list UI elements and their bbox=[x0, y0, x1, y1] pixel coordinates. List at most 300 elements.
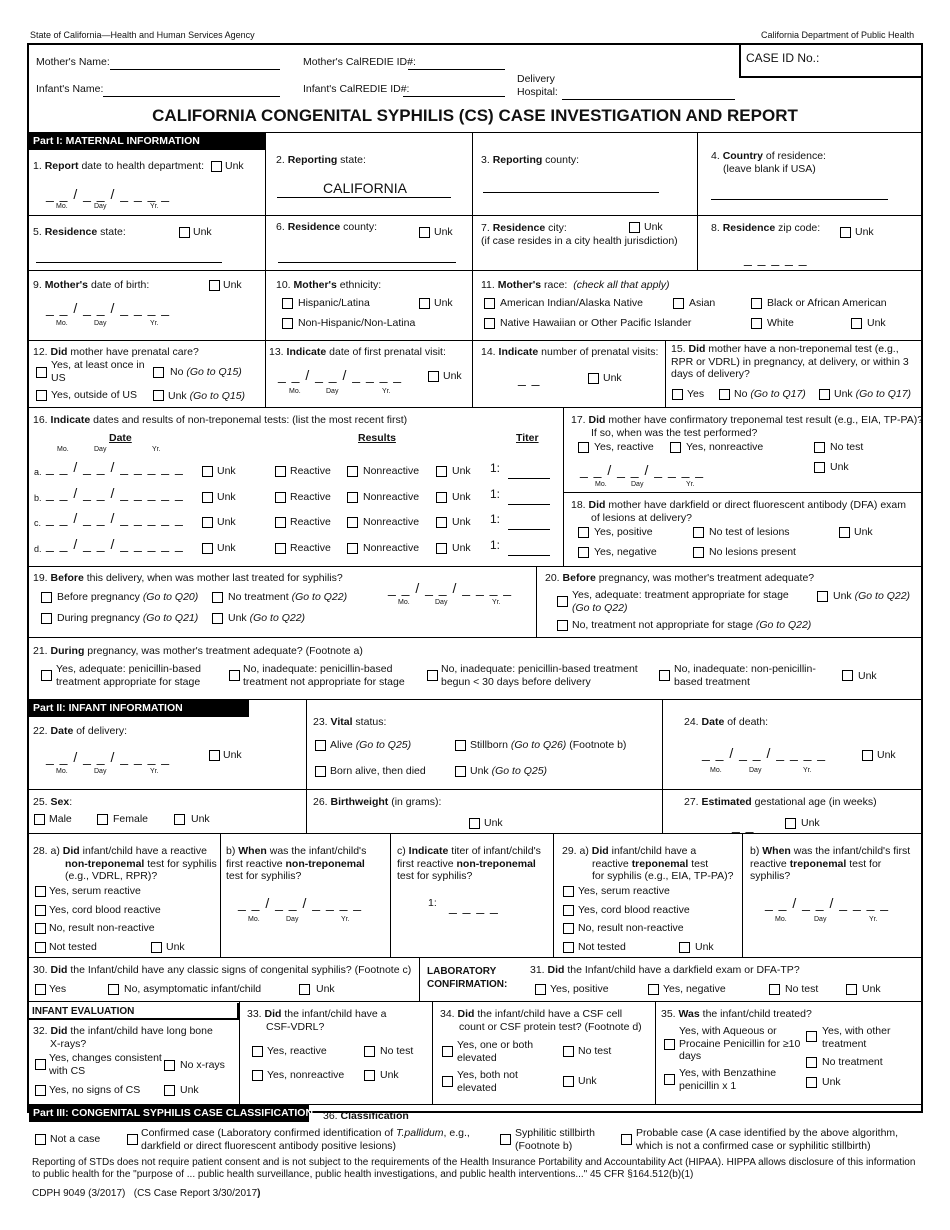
q16-b-nonreactive-checkbox[interactable] bbox=[347, 492, 358, 503]
q29b-yr-caption: Yr. bbox=[869, 916, 878, 923]
footer-notice: Reporting of STDs does not require patient consent and is not subject to the requirements of the Health Insurance Portability and Accountability Act (HIPAA). HIPPA allows disclosure of this information to public health for the "purpose of ... public health surveillance, public health investigations, and public health interventions..." 45 CFR §164.512(b)(1) bbox=[32, 1157, 916, 1180]
q17-yes-reactive-label: Yes, reactive bbox=[594, 441, 654, 453]
q22-mo-caption: Mo. bbox=[56, 768, 68, 775]
delivery-label: Delivery bbox=[517, 73, 555, 85]
q22-unk-label: Unk bbox=[223, 749, 242, 761]
q25-female-label: Female bbox=[113, 813, 149, 825]
q18-no-lesions-label: No lesions present bbox=[709, 546, 796, 558]
q29a-label: 29. a) Did infant/child have a reactive treponemal test for syphilis (e.g., EIA, TP-PA)? bbox=[562, 845, 734, 882]
q5-unk-label: Unk bbox=[193, 226, 212, 238]
q19-no-treatment-checkbox[interactable] bbox=[212, 592, 223, 603]
q22-date-field[interactable]: _ _ / _ _ / _ _ _ _ bbox=[46, 749, 171, 765]
q18-no-lesions-checkbox[interactable] bbox=[693, 547, 704, 558]
q8-unk-checkbox[interactable] bbox=[840, 227, 851, 238]
q17-yes-reactive-checkbox[interactable] bbox=[578, 442, 589, 453]
q7-note: (if case resides in a city health jurisdiction) bbox=[481, 235, 678, 247]
q16-c-date-unk-checkbox[interactable] bbox=[202, 517, 213, 528]
q9-date-field[interactable]: _ _ / _ _ / _ _ _ _ bbox=[46, 300, 171, 316]
case-id-label: CASE ID No.: bbox=[746, 51, 820, 65]
q16-d-unk-label: Unk bbox=[452, 542, 471, 554]
q19-unk-checkbox[interactable] bbox=[212, 613, 223, 624]
delivery-hospital-field[interactable] bbox=[562, 99, 735, 100]
q16-b-unk-checkbox[interactable] bbox=[436, 492, 447, 503]
q7-unk-label: Unk bbox=[644, 221, 663, 233]
q9-unk-checkbox[interactable] bbox=[209, 280, 220, 291]
q34-label-2: count or CSF protein test? (Footnote d) bbox=[459, 1021, 642, 1033]
q10-nonhispanic-label: Non-Hispanic/Non-Latina bbox=[298, 317, 416, 329]
q18-no-test-label: No test of lesions bbox=[709, 526, 790, 538]
q35-other-checkbox[interactable] bbox=[806, 1031, 817, 1042]
q21-label: 21. During pregnancy, was mother's treatment adequate? (Footnote a) bbox=[33, 645, 363, 657]
q30-no-checkbox[interactable] bbox=[108, 984, 119, 995]
infants-name-field[interactable] bbox=[103, 96, 280, 97]
q13-date-field[interactable]: _ _ / _ _ / _ _ _ _ bbox=[278, 367, 403, 383]
q12-label: 12. Did mother have prenatal care? bbox=[33, 346, 199, 358]
q16-b-date-unk-label: Unk bbox=[217, 491, 236, 503]
q32-yes-changes-checkbox[interactable] bbox=[35, 1059, 46, 1070]
q16-a-date-unk-label: Unk bbox=[217, 465, 236, 477]
lab-confirmation-label-2: CONFIRMATION: bbox=[427, 979, 508, 990]
q27-unk-checkbox[interactable] bbox=[785, 818, 796, 829]
q36-confirmed-checkbox[interactable] bbox=[127, 1134, 138, 1145]
q6-unk-checkbox[interactable] bbox=[419, 227, 430, 238]
q36-confirmed-label: Confirmed case (Laboratory confirmed identification of T.pallidum, e.g., darkfield or direct fluorescent antibody positive lesions) bbox=[141, 1127, 470, 1152]
q16-day-caption: Day bbox=[94, 446, 107, 453]
q23-stillborn-checkbox[interactable] bbox=[455, 740, 466, 751]
q35-label: 35. Was the infant/child treated? bbox=[661, 1008, 812, 1020]
q33-nonreactive-checkbox[interactable] bbox=[252, 1070, 263, 1081]
q16-d-reactive-checkbox[interactable] bbox=[275, 543, 286, 554]
q16-d-nonreactive-checkbox[interactable] bbox=[347, 543, 358, 554]
q16-row-label: a. bbox=[34, 467, 42, 477]
q27-label: 27. Estimated gestational age (in weeks) bbox=[684, 796, 877, 808]
q33-label: 33. Did the infant/child have a bbox=[247, 1008, 387, 1020]
q28a-not-tested-checkbox[interactable] bbox=[35, 942, 46, 953]
q17-unk-checkbox[interactable] bbox=[814, 462, 825, 473]
q19-no-treatment-label: No treatment (Go to Q22) bbox=[228, 591, 348, 603]
q12-unk-checkbox[interactable] bbox=[153, 390, 164, 401]
q10-unk-checkbox[interactable] bbox=[419, 298, 430, 309]
q25-unk-checkbox[interactable] bbox=[174, 814, 185, 825]
q9-label: 9. Mother's date of birth: bbox=[33, 279, 150, 291]
q16-b-date-field[interactable]: _ _ / _ _ / _ _ _ _ _ bbox=[46, 485, 184, 501]
q15-yes-label: Yes bbox=[687, 388, 705, 400]
q34-unk-checkbox[interactable] bbox=[563, 1076, 574, 1087]
q16-mo-caption: Mo. bbox=[57, 446, 69, 453]
q23-born-alive-died-label: Born alive, then died bbox=[330, 765, 426, 777]
q4-field[interactable] bbox=[711, 199, 888, 200]
q16-a-reactive-checkbox[interactable] bbox=[275, 466, 286, 477]
q11-amerindian-checkbox[interactable] bbox=[484, 298, 495, 309]
q5-field[interactable] bbox=[36, 262, 222, 263]
q17-yes-nonreactive-checkbox[interactable] bbox=[670, 442, 681, 453]
q26-unk-checkbox[interactable] bbox=[469, 818, 480, 829]
q16-b-date-unk-checkbox[interactable] bbox=[202, 492, 213, 503]
q16-a-reactive-label: Reactive bbox=[290, 465, 331, 477]
q16-titer-header: Titer bbox=[516, 432, 539, 444]
q35-aqueous-label: Yes, with Aqueous or Procaine Penicillin for ≥10 days bbox=[679, 1025, 801, 1062]
mothers-name-field[interactable] bbox=[110, 69, 280, 70]
q29a-cord-checkbox[interactable] bbox=[563, 905, 574, 916]
q24-mo-caption: Mo. bbox=[710, 767, 722, 774]
q16-d-nonreactive-label: Nonreactive bbox=[363, 542, 420, 554]
q21-opt1-checkbox[interactable] bbox=[41, 670, 52, 681]
q28a-label: 28. a) Did infant/child have a reactive non-treponemal test for syphilis (e.g., VDRL, RPR)? bbox=[33, 845, 217, 882]
q16-b-unk-label: Unk bbox=[452, 491, 471, 503]
q12-yes-us-label: Yes, at least once in US bbox=[51, 359, 145, 384]
q24-yr-caption: Yr. bbox=[803, 767, 812, 774]
q30-yes-checkbox[interactable] bbox=[35, 984, 46, 995]
q16-c-date-unk-label: Unk bbox=[217, 516, 236, 528]
q26-label: 26. Birthweight (in grams): bbox=[313, 796, 442, 808]
q14-field[interactable]: _ _ bbox=[518, 370, 541, 386]
q17-no-test-checkbox[interactable] bbox=[814, 442, 825, 453]
q19-day-caption: Day bbox=[435, 599, 448, 606]
q31-negative-checkbox[interactable] bbox=[648, 984, 659, 995]
q1-yr-caption: Yr. bbox=[150, 203, 159, 210]
q33-label-2: CSF-VDRL? bbox=[266, 1021, 325, 1033]
q25-male-label: Male bbox=[49, 813, 72, 825]
q20-yes-label: Yes, adequate: treatment appropriate for stage (Go to Q22) bbox=[572, 589, 789, 614]
q19-mo-caption: Mo. bbox=[398, 599, 410, 606]
q28a-cord-checkbox[interactable] bbox=[35, 905, 46, 916]
q18-yes-negative-label: Yes, negative bbox=[594, 546, 657, 558]
q29b-day-caption: Day bbox=[814, 916, 827, 923]
q12-no-checkbox[interactable] bbox=[153, 367, 164, 378]
lab-confirmation-label-1: LABORATORY bbox=[427, 966, 497, 977]
q16-c-reactive-label: Reactive bbox=[290, 516, 331, 528]
q28b-mo-caption: Mo. bbox=[248, 916, 260, 923]
q16-b-reactive-checkbox[interactable] bbox=[275, 492, 286, 503]
q28c-titer-field[interactable]: _ _ _ _ bbox=[449, 898, 499, 914]
q5-unk-checkbox[interactable] bbox=[179, 227, 190, 238]
case-id-box bbox=[739, 43, 923, 78]
q16-b-nonreactive-label: Nonreactive bbox=[363, 491, 420, 503]
q15-no-checkbox[interactable] bbox=[719, 389, 730, 400]
q30-label: 30. Did the Infant/child have any classic signs of congenital syphilis? (Footnote c) bbox=[33, 964, 412, 976]
q36-stillbirth-checkbox[interactable] bbox=[500, 1134, 511, 1145]
q18-sub: of lesions at delivery? bbox=[591, 512, 692, 524]
q16-d-date-field[interactable]: _ _ / _ _ / _ _ _ _ _ bbox=[46, 536, 184, 552]
q19-during-checkbox[interactable] bbox=[41, 613, 52, 624]
q13-unk-checkbox[interactable] bbox=[428, 371, 439, 382]
q19-before-checkbox[interactable] bbox=[41, 592, 52, 603]
q1-day-caption: Day bbox=[94, 203, 107, 210]
q36-label: 36. Classification bbox=[323, 1110, 409, 1122]
q14-unk-checkbox[interactable] bbox=[588, 373, 599, 384]
q11-unk-label: Unk bbox=[867, 317, 886, 329]
q16-d-date-unk-checkbox[interactable] bbox=[202, 543, 213, 554]
q20-unk-checkbox[interactable] bbox=[817, 591, 828, 602]
q30-yes-label: Yes bbox=[49, 983, 67, 995]
q29a-cord-label: Yes, cord blood reactive bbox=[578, 904, 690, 916]
q4-note: (leave blank if USA) bbox=[723, 163, 816, 175]
q29a-unk-label: Unk bbox=[695, 941, 714, 953]
q16-date-header: Date bbox=[109, 432, 132, 444]
q32-yes-no-signs-checkbox[interactable] bbox=[35, 1085, 46, 1096]
q25-male-checkbox[interactable] bbox=[34, 814, 45, 825]
q22-unk-checkbox[interactable] bbox=[209, 750, 220, 761]
q16-a-titer-field[interactable] bbox=[508, 478, 550, 479]
q32-unk-label: Unk bbox=[180, 1084, 199, 1096]
q15-unk-checkbox[interactable] bbox=[819, 389, 830, 400]
q16-row-label: c. bbox=[34, 518, 42, 528]
q16-a-nonreactive-checkbox[interactable] bbox=[347, 466, 358, 477]
q21-opt1-label: Yes, adequate: penicillin-based treatment appropriate for stage bbox=[56, 663, 201, 688]
q17-mo-caption: Mo. bbox=[595, 481, 607, 488]
q19-date-field[interactable]: _ _ / _ _ / _ _ _ _ bbox=[388, 580, 513, 596]
q22-day-caption: Day bbox=[94, 768, 107, 775]
q17-unk-label: Unk bbox=[830, 461, 849, 473]
q31-negative-label: Yes, negative bbox=[663, 983, 726, 995]
q28b-yr-caption: Yr. bbox=[341, 916, 350, 923]
q29a-nonreactive-label: No, result non-reactive bbox=[578, 922, 684, 934]
q17-yes-nonreactive-label: Yes, nonreactive bbox=[686, 441, 764, 453]
q32-label: 32. Did the infant/child have long bone bbox=[33, 1025, 213, 1037]
q16-a-nonreactive-label: Nonreactive bbox=[363, 465, 420, 477]
q32-yes-no-signs-label: Yes, no signs of CS bbox=[49, 1084, 141, 1096]
q8-label: 8. Residence zip code: bbox=[711, 222, 821, 234]
q17-date-field[interactable]: _ _ / _ _ / _ _ _ _ bbox=[580, 462, 705, 478]
q24-day-caption: Day bbox=[749, 767, 762, 774]
q16-c-titer-prefix: 1: bbox=[490, 512, 501, 526]
q28a-nonreactive-checkbox[interactable] bbox=[35, 923, 46, 934]
q20-no-checkbox[interactable] bbox=[557, 620, 568, 631]
agency-right: California Department of Public Health bbox=[761, 30, 915, 40]
q16-c-reactive-checkbox[interactable] bbox=[275, 517, 286, 528]
q12-yes-outside-checkbox[interactable] bbox=[36, 390, 47, 401]
q1-unk-label: Unk bbox=[225, 160, 244, 172]
q11-black-label: Black or African American bbox=[767, 297, 887, 309]
q14-unk-label: Unk bbox=[603, 372, 622, 384]
q23-alive-label: Alive (Go to Q25) bbox=[330, 739, 412, 751]
q35-unk-checkbox[interactable] bbox=[806, 1077, 817, 1088]
q32-label-2: X-rays? bbox=[50, 1038, 87, 1050]
q33-nonreactive-label: Yes, nonreactive bbox=[267, 1069, 345, 1081]
q28c-label: c) Indicate titer of infant/child's first reactive non-treponemal test for syphilis? bbox=[397, 845, 541, 882]
q1-label: 1. Report date to health department: bbox=[33, 160, 205, 172]
q6-unk-label: Unk bbox=[434, 226, 453, 238]
q16-a-date-field[interactable]: _ _ / _ _ / _ _ _ _ _ bbox=[46, 459, 184, 475]
q28c-titer-prefix: 1: bbox=[428, 897, 437, 909]
q32-no-xrays-checkbox[interactable] bbox=[164, 1060, 175, 1071]
q29b-date-field[interactable]: _ _ / _ _ / _ _ _ _ bbox=[765, 895, 890, 911]
q16-a-titer-prefix: 1: bbox=[490, 461, 501, 475]
q34-not-elevated-label: Yes, both not elevated bbox=[457, 1069, 518, 1094]
q16-c-unk-label: Unk bbox=[452, 516, 471, 528]
q20-yes-checkbox[interactable] bbox=[557, 596, 568, 607]
footer-form-id: CDPH 9049 (3/2017) (CS Case Report 3/30/2017) bbox=[32, 1188, 261, 1199]
q10-nonhispanic-checkbox[interactable] bbox=[282, 318, 293, 329]
q35-no-treatment-checkbox[interactable] bbox=[806, 1057, 817, 1068]
q11-white-checkbox[interactable] bbox=[751, 318, 762, 329]
q1-unk-checkbox[interactable] bbox=[211, 161, 222, 172]
q2-label: 2. Reporting state: bbox=[276, 154, 366, 166]
q21-unk-checkbox[interactable] bbox=[842, 670, 853, 681]
q3-field[interactable] bbox=[483, 192, 659, 193]
q16-c-unk-checkbox[interactable] bbox=[436, 517, 447, 528]
mothers-id-field[interactable] bbox=[408, 69, 505, 70]
q36-stillbirth-label: Syphilitic stillbirth (Footnote b) bbox=[515, 1127, 595, 1152]
q17-yr-caption: Yr. bbox=[686, 481, 695, 488]
q36-not-a-case-label: Not a case bbox=[50, 1133, 101, 1145]
q31-no-test-checkbox[interactable] bbox=[769, 984, 780, 995]
q29a-unk-checkbox[interactable] bbox=[679, 942, 690, 953]
q21-opt3-label: No, inadequate: penicillin-based treatment begun < 30 days before delivery bbox=[441, 663, 638, 688]
q16-b-titer-field[interactable] bbox=[508, 504, 550, 505]
q1-date-field[interactable]: _ _ / _ _ / _ _ _ _ bbox=[46, 186, 171, 202]
infant-evaluation-box bbox=[27, 1003, 239, 1020]
q12-yes-us-checkbox[interactable] bbox=[36, 367, 47, 378]
q11-asian-checkbox[interactable] bbox=[673, 298, 684, 309]
q23-unk-checkbox[interactable] bbox=[455, 766, 466, 777]
infants-id-field[interactable] bbox=[403, 96, 505, 97]
q34-elevated-label: Yes, one or both elevated bbox=[457, 1039, 534, 1064]
q30-unk-checkbox[interactable] bbox=[299, 984, 310, 995]
q7-label: 7. Residence city: bbox=[481, 222, 567, 234]
q18-unk-checkbox[interactable] bbox=[839, 527, 850, 538]
q28b-day-caption: Day bbox=[286, 916, 299, 923]
q31-unk-checkbox[interactable] bbox=[846, 984, 857, 995]
q35-no-treatment-label: No treatment bbox=[822, 1056, 883, 1068]
q16-c-date-field[interactable]: _ _ / _ _ / _ _ _ _ _ bbox=[46, 510, 184, 526]
q8-unk-label: Unk bbox=[855, 226, 874, 238]
q16-c-nonreactive-label: Nonreactive bbox=[363, 516, 420, 528]
q35-aqueous-checkbox[interactable] bbox=[664, 1039, 675, 1050]
q11-unk-checkbox[interactable] bbox=[851, 318, 862, 329]
q36-probable-checkbox[interactable] bbox=[621, 1134, 632, 1145]
q16-d-reactive-label: Reactive bbox=[290, 542, 331, 554]
q13-label: 13. Indicate date of first prenatal visit: bbox=[269, 346, 446, 358]
q8-field[interactable]: _ _ _ _ _ bbox=[744, 250, 808, 266]
q33-unk-checkbox[interactable] bbox=[364, 1070, 375, 1081]
q16-results-header: Results bbox=[358, 432, 396, 444]
q18-yes-positive-checkbox[interactable] bbox=[578, 527, 589, 538]
q31-positive-label: Yes, positive bbox=[550, 983, 609, 995]
q11-amerindian-label: American Indian/Alaska Native bbox=[500, 297, 643, 309]
q17-no-test-label: No test bbox=[830, 441, 864, 453]
q35-benzathine-checkbox[interactable] bbox=[664, 1074, 675, 1085]
q15-yes-checkbox[interactable] bbox=[672, 389, 683, 400]
q34-not-elevated-checkbox[interactable] bbox=[442, 1076, 453, 1087]
q24-unk-label: Unk bbox=[877, 749, 896, 761]
q21-opt3-checkbox[interactable] bbox=[427, 670, 438, 681]
q21-opt2-checkbox[interactable] bbox=[229, 670, 240, 681]
q18-yes-negative-checkbox[interactable] bbox=[578, 547, 589, 558]
q21-unk-label: Unk bbox=[858, 670, 877, 682]
q34-label: 34. Did the infant/child have a CSF cell bbox=[440, 1008, 623, 1020]
q21-opt4-checkbox[interactable] bbox=[659, 670, 670, 681]
q13-mo-caption: Mo. bbox=[289, 388, 301, 395]
q18-unk-label: Unk bbox=[854, 526, 873, 538]
q23-alive-checkbox[interactable] bbox=[315, 740, 326, 751]
q29a-nonreactive-checkbox[interactable] bbox=[563, 923, 574, 934]
q20-no-label: No, treatment not appropriate for stage (Go to Q22) bbox=[572, 619, 812, 631]
q5-label: 5. Residence state: bbox=[33, 226, 126, 238]
q11-pacific-checkbox[interactable] bbox=[484, 318, 495, 329]
q28a-unk-checkbox[interactable] bbox=[151, 942, 162, 953]
q36-not-a-case-checkbox[interactable] bbox=[35, 1134, 46, 1145]
q16-d-titer-prefix: 1: bbox=[490, 538, 501, 552]
mothers-id-label: Mother's CalREDIE ID#: bbox=[303, 56, 416, 68]
q27-field[interactable]: _ _ bbox=[732, 817, 755, 833]
q20-label: 20. Before pregnancy, was mother's treatment adequate? bbox=[545, 572, 815, 584]
q24-unk-checkbox[interactable] bbox=[862, 750, 873, 761]
q23-label: 23. Vital status: bbox=[313, 716, 387, 728]
q16-a-date-unk-checkbox[interactable] bbox=[202, 466, 213, 477]
agency-left: State of California—Health and Human Services Agency bbox=[30, 30, 255, 40]
q16-d-unk-checkbox[interactable] bbox=[436, 543, 447, 554]
q12-unk-label: Unk (Go to Q15) bbox=[168, 390, 246, 402]
q6-label: 6. Residence county: bbox=[276, 221, 377, 233]
q33-no-test-label: No test bbox=[380, 1045, 414, 1057]
q16-b-reactive-label: Reactive bbox=[290, 491, 331, 503]
q25-female-checkbox[interactable] bbox=[97, 814, 108, 825]
q19-yr-caption: Yr. bbox=[492, 599, 501, 606]
q29b-label: b) When was the infant/child's first reactive treponemal test for syphilis? bbox=[750, 845, 911, 882]
q18-label: 18. Did mother have darkfield or direct fluorescent antibody (DFA) exam bbox=[571, 499, 907, 511]
q15-label: 15. Did mother have a non-treponemal test (e.g., RPR or VDRL) in pregnancy, at delivery, or within 3 days of delivery? bbox=[671, 343, 909, 380]
q32-unk-checkbox[interactable] bbox=[164, 1085, 175, 1096]
q33-reactive-checkbox[interactable] bbox=[252, 1046, 263, 1057]
q34-no-test-label: No test bbox=[578, 1045, 612, 1057]
q28a-serum-label: Yes, serum reactive bbox=[49, 885, 141, 897]
q23-born-alive-died-checkbox[interactable] bbox=[315, 766, 326, 777]
q29a-serum-checkbox[interactable] bbox=[563, 886, 574, 897]
q16-a-unk-checkbox[interactable] bbox=[436, 466, 447, 477]
q24-date-field[interactable]: _ _ / _ _ / _ _ _ _ bbox=[702, 745, 827, 761]
q34-no-test-checkbox[interactable] bbox=[563, 1046, 574, 1057]
infants-name-label: Infant's Name: bbox=[36, 83, 104, 95]
q31-positive-checkbox[interactable] bbox=[535, 984, 546, 995]
q16-c-titer-field[interactable] bbox=[508, 529, 550, 530]
q4-label: 4. Country of residence: bbox=[711, 150, 826, 162]
q16-c-nonreactive-checkbox[interactable] bbox=[347, 517, 358, 528]
q35-unk-label: Unk bbox=[822, 1076, 841, 1088]
q7-unk-checkbox[interactable] bbox=[629, 222, 640, 233]
q26-field[interactable]: _ _ _ _ bbox=[397, 818, 447, 834]
q16-d-titer-field[interactable] bbox=[508, 555, 550, 556]
q13-yr-caption: Yr. bbox=[382, 388, 391, 395]
q19-before-label: Before pregnancy (Go to Q20) bbox=[57, 591, 199, 603]
q3-label: 3. Reporting county: bbox=[481, 154, 580, 166]
q18-no-test-checkbox[interactable] bbox=[693, 527, 704, 538]
q9-unk-label: Unk bbox=[223, 279, 242, 291]
q2-value: CALIFORNIA bbox=[323, 180, 408, 196]
q16-yr-caption: Yr. bbox=[152, 446, 161, 453]
q28b-date-field[interactable]: _ _ / _ _ / _ _ _ _ bbox=[238, 895, 363, 911]
q10-hispanic-checkbox[interactable] bbox=[282, 298, 293, 309]
q32-yes-changes-label: Yes, changes consistent with CS bbox=[49, 1052, 162, 1077]
q16-b-titer-prefix: 1: bbox=[490, 487, 501, 501]
q12-yes-outside-label: Yes, outside of US bbox=[51, 389, 137, 401]
part1-bar: Part I: MATERNAL INFORMATION bbox=[29, 133, 265, 150]
q11-black-checkbox[interactable] bbox=[751, 298, 762, 309]
q34-elevated-checkbox[interactable] bbox=[442, 1046, 453, 1057]
q24-label: 24. Date of death: bbox=[684, 716, 769, 728]
q28a-serum-checkbox[interactable] bbox=[35, 886, 46, 897]
q16-row-label: d. bbox=[34, 544, 42, 554]
q15-unk-label: Unk (Go to Q17) bbox=[834, 388, 912, 400]
q11-asian-label: Asian bbox=[689, 297, 716, 309]
q29a-not-tested-checkbox[interactable] bbox=[563, 942, 574, 953]
q6-field[interactable] bbox=[278, 262, 456, 263]
part2-bar: Part II: INFANT INFORMATION bbox=[29, 700, 249, 717]
q18-yes-positive-label: Yes, positive bbox=[594, 526, 653, 538]
q33-no-test-checkbox[interactable] bbox=[364, 1046, 375, 1057]
q10-label: 10. Mother's ethnicity: bbox=[276, 279, 382, 291]
q33-unk-label: Unk bbox=[380, 1069, 399, 1081]
